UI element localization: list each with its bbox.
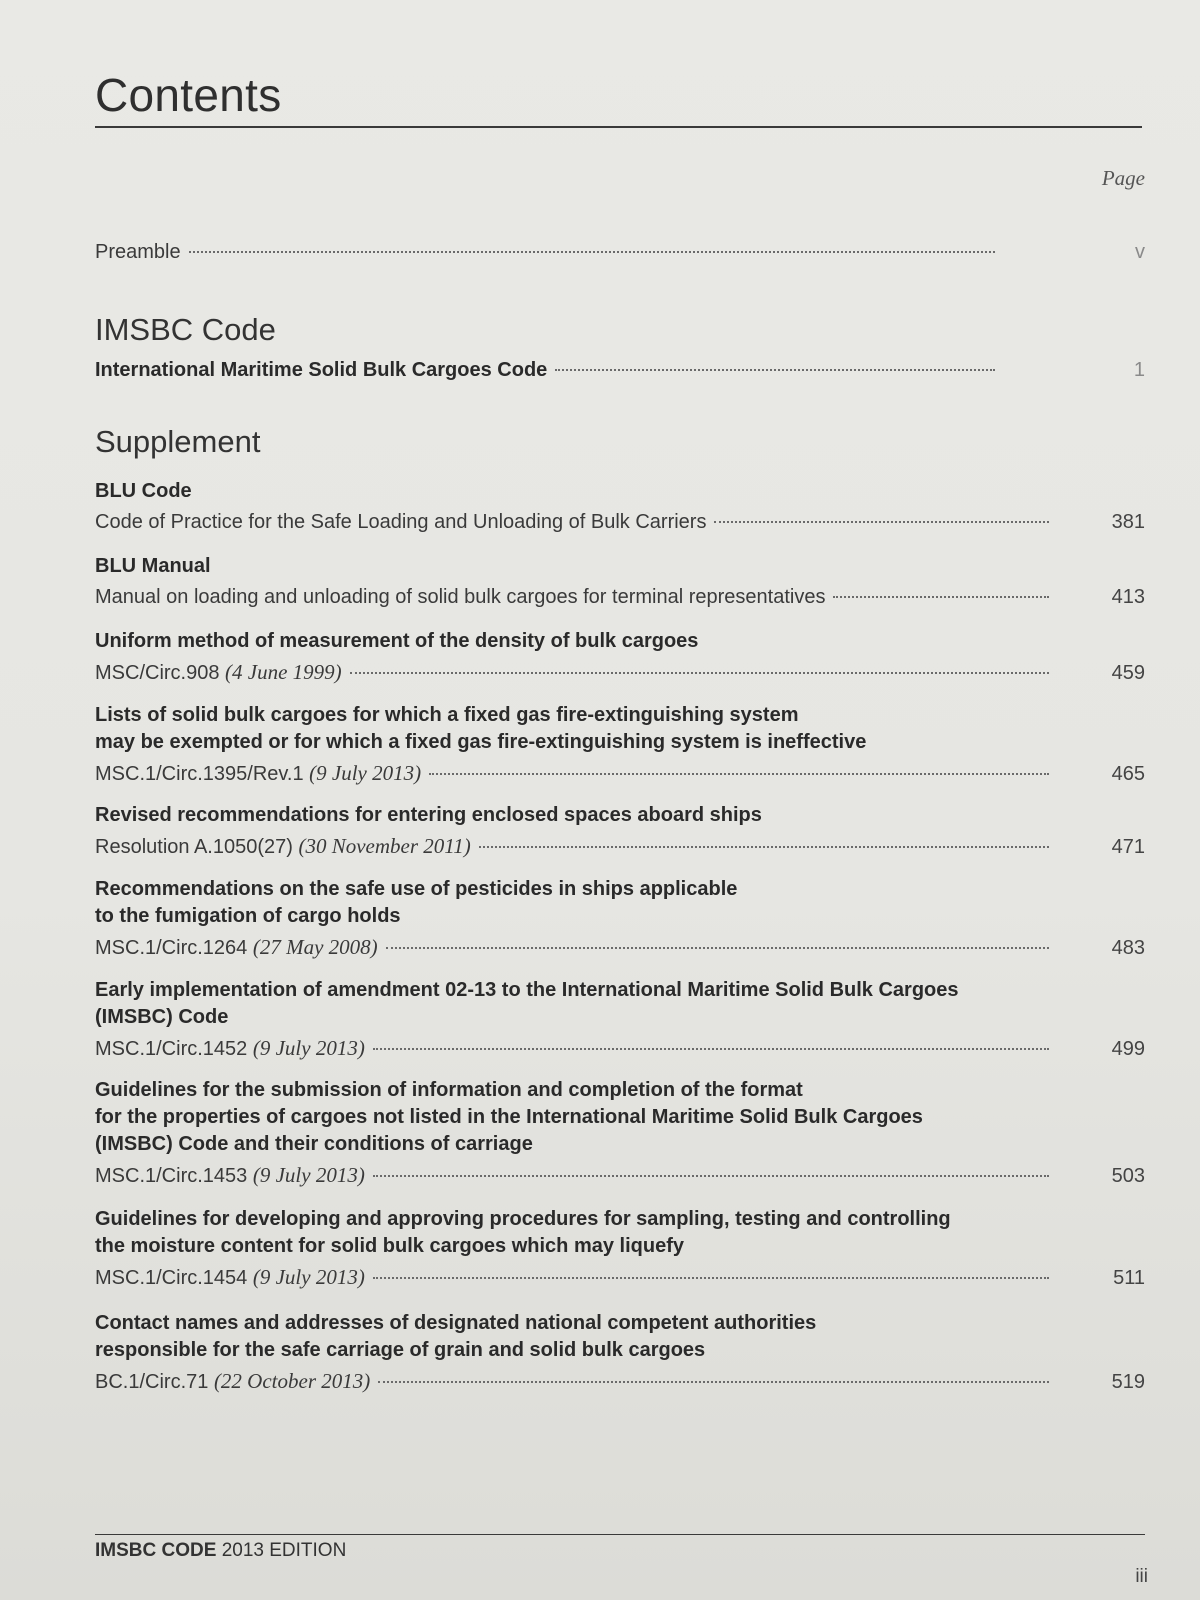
section-heading-imsbc: IMSBC Code	[95, 312, 276, 347]
entry-reference	[95, 1367, 370, 1396]
dot-leader	[555, 369, 995, 371]
reference-date: (9 July 2013)	[252, 1036, 365, 1060]
entry-reference	[95, 832, 471, 861]
page-column-header: Page	[1101, 166, 1145, 190]
entry-heading-line: Uniform method of measurement of the density of bulk cargoes	[95, 630, 699, 652]
page-title: Contents	[95, 69, 282, 121]
entry-reference	[95, 1034, 365, 1063]
dot-leader	[833, 596, 1049, 598]
folio-page-number: iii	[1135, 1566, 1148, 1587]
entry-heading-line: Guidelines for developing and approving procedures for sampling, testing and controlling	[95, 1208, 951, 1230]
entry-reference	[95, 508, 706, 536]
toc-entry[interactable]	[95, 1206, 1145, 1292]
reference-date: (9 July 2013)	[252, 1163, 365, 1187]
reference-text: MSC.1/Circ.1264	[95, 937, 248, 959]
entry-heading-line: for the properties of cargoes not listed in the International Maritime Solid Bulk Cargoes	[95, 1106, 923, 1128]
footer-edition: 2013 EDITION	[221, 1540, 347, 1561]
entry-heading-line: BLU Manual	[95, 555, 211, 577]
entry-reference	[95, 583, 825, 611]
reference-date: (9 July 2013)	[309, 761, 422, 785]
toc-entry[interactable]	[95, 478, 1145, 536]
reference-date: (22 October 2013)	[213, 1369, 371, 1393]
page-number: v	[1135, 241, 1145, 263]
page-number: 413	[1111, 586, 1145, 608]
page-number: 1	[1133, 359, 1145, 381]
toc-entry[interactable]	[95, 1310, 1145, 1396]
reference-text: MSC.1/Circ.1453	[95, 1165, 248, 1187]
entry-heading-line: BLU Code	[95, 480, 192, 502]
toc-entry[interactable]	[95, 553, 1145, 611]
toc-entry-imsbc-code[interactable]	[95, 356, 1145, 384]
reference-text: MSC/Circ.908	[95, 662, 220, 684]
toc-entry-preamble[interactable]	[95, 238, 1145, 266]
entry-heading-line: to the fumigation of cargo holds	[95, 905, 401, 927]
dot-leader	[386, 947, 1049, 949]
toc-entry[interactable]	[95, 876, 1145, 962]
entry-heading-line: (IMSBC) Code	[95, 1006, 229, 1028]
reference-text: BC.1/Circ.71	[95, 1371, 209, 1393]
reference-text: Resolution A.1050(27)	[95, 836, 293, 858]
reference-text: Manual on loading and unloading of solid bulk cargoes for terminal representatives	[95, 586, 826, 608]
title-rule	[95, 126, 1142, 128]
reference-date: (9 July 2013)	[252, 1265, 365, 1289]
entry-heading-line: may be exempted or for which a fixed gas fire-extinguishing system is ineffective	[95, 731, 867, 753]
footer-rule	[95, 1534, 1145, 1535]
dot-leader	[350, 672, 1049, 674]
entry-heading-line: Contact names and addresses of designated national competent authorities	[95, 1312, 817, 1334]
toc-entry[interactable]	[95, 702, 1145, 788]
toc-entry[interactable]	[95, 1077, 1145, 1190]
reference-text: MSC.1/Circ.1395/Rev.1	[95, 763, 304, 785]
entry-label: International Maritime Solid Bulk Cargoes Code	[95, 359, 548, 381]
reference-date: (4 June 1999)	[225, 660, 342, 684]
entry-reference	[95, 933, 378, 962]
page-number: 465	[1111, 763, 1145, 785]
entry-reference	[95, 1161, 365, 1190]
entry-heading-line: Recommendations on the safe use of pesticides in ships applicable	[95, 878, 738, 900]
page-number: 503	[1111, 1165, 1145, 1187]
page-number: 381	[1111, 511, 1145, 533]
page-number: 511	[1113, 1267, 1145, 1289]
page-number: 483	[1111, 937, 1145, 959]
toc-entry[interactable]	[95, 977, 1145, 1063]
entry-heading-line: Lists of solid bulk cargoes for which a fixed gas fire-extinguishing system	[95, 704, 799, 726]
entry-reference	[95, 658, 342, 687]
entry-heading-line: Guidelines for the submission of information and completion of the format	[95, 1079, 803, 1101]
toc-entry[interactable]	[95, 628, 1145, 687]
reference-text: MSC.1/Circ.1452	[95, 1038, 248, 1060]
running-footer	[95, 1540, 346, 1562]
reference-text: MSC.1/Circ.1454	[95, 1267, 248, 1289]
entry-heading-line: responsible for the safe carriage of grain and solid bulk cargoes	[95, 1339, 706, 1361]
reference-date: (27 May 2008)	[252, 935, 378, 959]
entry-reference	[95, 1263, 365, 1292]
dot-leader	[479, 846, 1049, 848]
entry-heading-line: the moisture content for solid bulk cargoes which may liquefy	[95, 1235, 684, 1257]
page-number: 499	[1111, 1038, 1145, 1060]
reference-text: Code of Practice for the Safe Loading and Unloading of Bulk Carriers	[95, 511, 707, 533]
dot-leader	[373, 1277, 1049, 1279]
page-number: 471	[1111, 836, 1145, 858]
entry-heading-line: Revised recommendations for entering enclosed spaces aboard ships	[95, 804, 762, 826]
reference-date: (30 November 2011)	[298, 834, 471, 858]
dot-leader	[378, 1381, 1049, 1383]
entry-heading-line: (IMSBC) Code and their conditions of carriage	[95, 1133, 533, 1155]
dot-leader	[373, 1175, 1049, 1177]
dot-leader	[373, 1048, 1049, 1050]
dot-leader	[189, 251, 995, 253]
dot-leader	[714, 521, 1049, 523]
entry-reference	[95, 759, 421, 788]
page-number: 459	[1111, 662, 1145, 684]
dot-leader	[429, 773, 1049, 775]
page-number: 519	[1111, 1371, 1145, 1393]
contents-page	[95, 0, 1145, 1600]
entry-label: Preamble	[95, 241, 181, 263]
entry-heading-line: Early implementation of amendment 02-13 to the International Maritime Solid Bulk Cargoes	[95, 979, 959, 1001]
footer-code: IMSBC CODE	[95, 1540, 217, 1561]
section-heading-supplement: Supplement	[95, 424, 261, 459]
toc-entry[interactable]	[95, 802, 1145, 861]
